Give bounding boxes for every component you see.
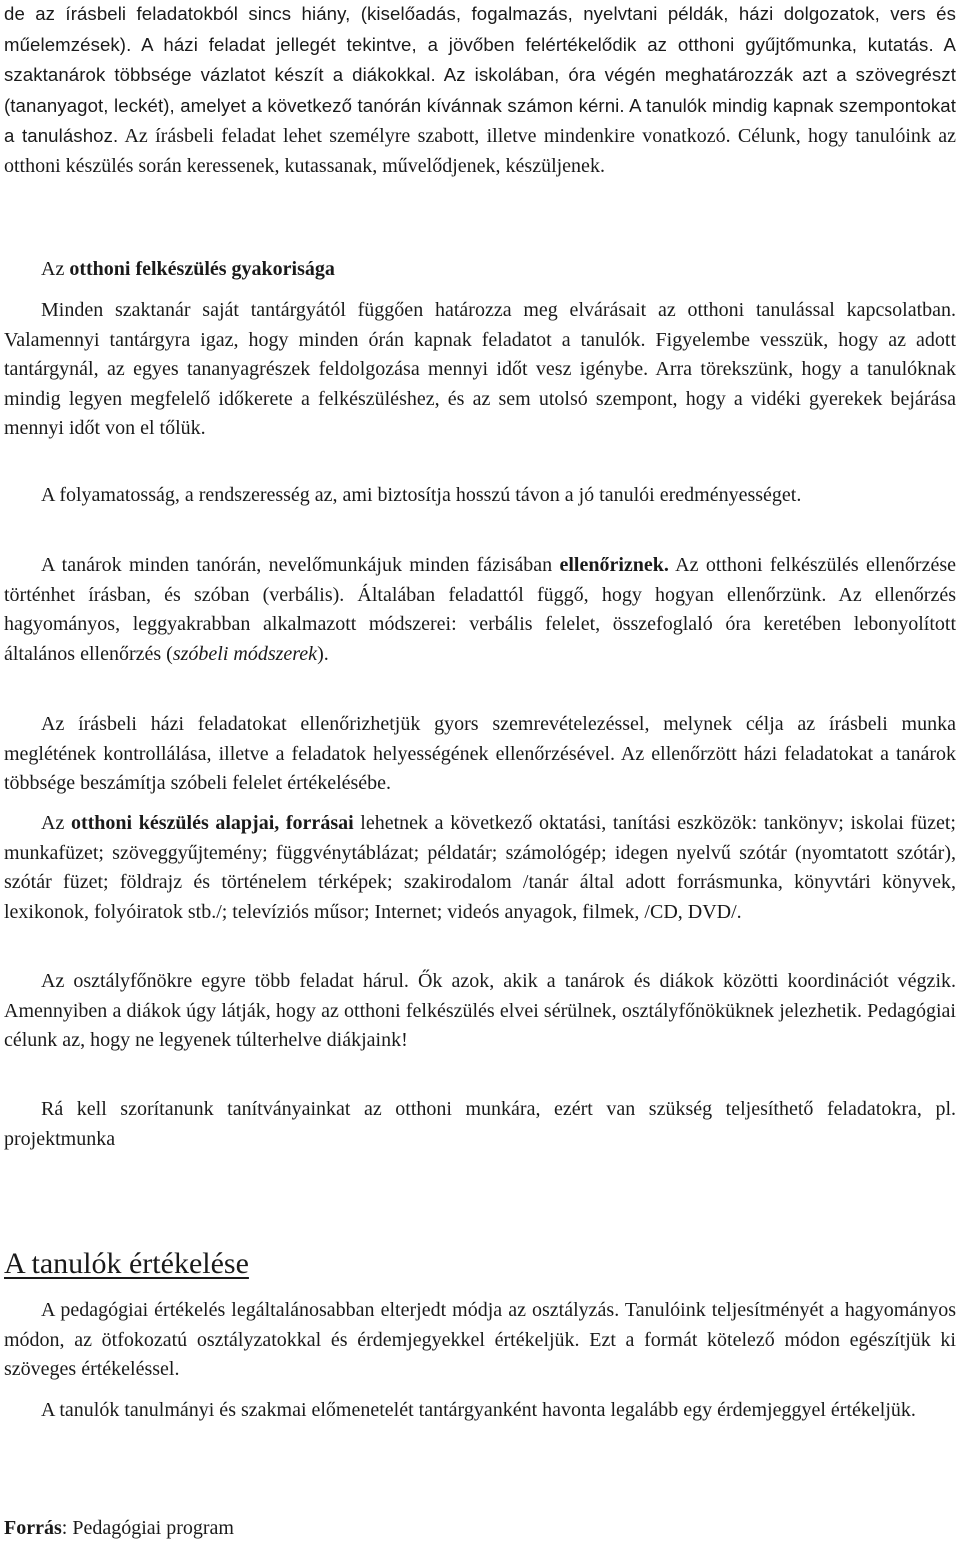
checking-paragraph: A tanárok minden tanórán, nevelőmunkájuk minden fázisában ellenőriznek. Az otthoni felkészülés ellenőrzése történhet írásban, és szóban (verbális). Általában feladattól függő, hogy hogyan ellenőrzünk. Az ellenőrzés hagyományos, leggyakrabban alkalmazott módszerei: verbális felelet, összefoglaló óra keretében lebonyolított általános ellenőrzés (szóbeli módszerek). (4, 554, 956, 665)
class-teacher-paragraph: Az osztályfőnökre egyre több feladat hárul. Ők azok, akik a tanárok és diákok közötti koordinációt végzik. Amennyiben a diákok úgy látják, hogy az otthoni felkészülés elvei sérülnek, osztályfőnöküknek jelezhetik. Pedagógiai célunk az, hogy ne legyenek túlterhelve diákjaink! (4, 970, 956, 1051)
top-paragraph-serif-text: Az írásbeli feladat lehet személyre szabott, illetve mindenkire vonatkozó. Célunk, hogy tanulóink az otthoni készülés során keressenek, kutassanak, művelődjenek, készüljenek. (4, 125, 956, 177)
sources-paragraph: Az otthoni készülés alapjai, forrásai lehetnek a következő oktatási, tanítási eszközök: tankönyv; iskolai füzet; munkafüzet; szöveggyűjtemény; függvénytáblázat; példatár; számológép; idegen nyelvű szótár (nyomtatott szótár), szótár füzet; földrajz és történelem térképek; szakirodalom /tanár által adott forrásmunka, könyvtári könyvek, lexikonok, folyóiratok stb./; televíziós műsor; Internet; videós anyagok, filmek, /CD, DVD/. (4, 812, 956, 923)
continuity-paragraph: A folyamatosság, a rendszeresség az, ami biztosítja hosszú távon a jó tanulói eredményességet. (41, 484, 802, 506)
frequency-subheading-bold: otthoni felkészülés gyakorisága (69, 258, 335, 280)
source-line (4, 1515, 234, 1541)
top-paragraph-sans-text: de az írásbeli feladatokból sincs hiány, (kiselőadás, fogalmazás, nyelvtani példák, házi dolgozatok, vers és műelemzések). A házi feladat jellegét tekintve, a jövőben felértékelődik az otthoni gyűjtőmunka, kutatás. A szaktanárok többsége vázlatot készít a diákokkal. Az iskolában, óra végén meghatározzák azt a szövegrészt (tananyagot, leckét), amelyet a következő tanórán kívánnak számon kérni. A tanulók mindig kapnak szempontokat a tanuláshoz. (4, 3, 956, 146)
checking-bold: ellenőriznek. (559, 554, 669, 576)
sources-bold: otthoni készülés alapjai, forrásai (70, 812, 354, 834)
source-text: : Pedagógiai program (61, 1517, 234, 1539)
top-paragraph (4, 0, 956, 181)
frequency-subheading: Az otthoni felkészülés gyakorisága (41, 258, 335, 280)
subjects-paragraph: Minden szaktanár saját tantárgyától függően határozza meg elvárásait az otthoni tanulással kapcsolatban. Valamennyi tantárgyra igaz, hogy minden órán kapnak feladatot a tanulók. Figyelembe vesszük, hogy az adott tantárgynál, az egyes tananyagrészek feldolgozása mennyi időt vesz igénybe. Arra törekszünk, hogy a tanulóknak mindig legyen megfelelő időkerete a felkészüléshez, és az sem utolsó szempont, hogy a vidéki gyerekek bejárása mennyi időt von el tőlük. (4, 299, 956, 439)
project-paragraph: Rá kell szorítanunk tanítványainkat az otthoni munkára, ezért van szükség teljesíthető feladatokra, pl. projektmunka (4, 1098, 956, 1150)
monthly-grading-paragraph: A tanulók tanulmányi és szakmai előmenetelét tantárgyanként havonta legalább egy érdemjeggyel értékeljük. (41, 1399, 916, 1421)
written-homework-paragraph: Az írásbeli házi feladatokat ellenőrizhetjük gyors szemrevételezéssel, melynek célja az írásbeli munka meglétének kontrollálása, illetve a feladatok helyességének ellenőrzésével. Az ellenőrzött házi feladatokat a tanárok többsége beszámítja szóbeli felelet értékelésébe. (4, 713, 956, 794)
checking-italic: szóbeli módszerek (172, 642, 318, 665)
source-label: Forrás (4, 1517, 62, 1539)
grading-paragraph: A pedagógiai értékelés legáltalánosabban elterjedt módja az osztályzás. Tanulóink teljesítményét a hagyományos módon, az ötfokozatú osztályzatokkal és érdemjegyekkel értékeljük. Ezt a formát kötelező módon egészítjük ki szöveges értékeléssel. (4, 1299, 956, 1380)
section-heading: A tanulók értékelése (4, 1247, 249, 1280)
